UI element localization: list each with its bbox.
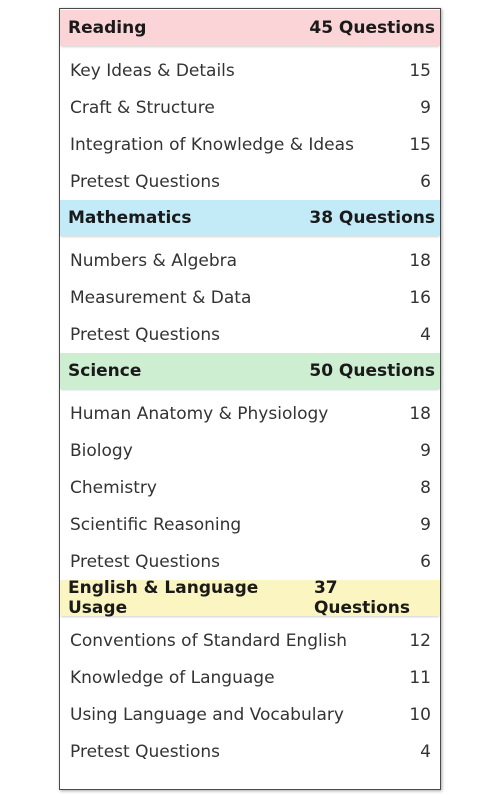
- item-count: 12: [409, 630, 431, 651]
- list-item: [60, 242, 440, 279]
- item-count: 9: [420, 514, 431, 535]
- item-count: 4: [420, 324, 431, 345]
- item-label: Key Ideas & Details: [70, 60, 235, 81]
- list-item: [60, 316, 440, 353]
- item-label: Craft & Structure: [70, 97, 215, 118]
- section-header-mathematics: [60, 200, 440, 236]
- item-count: 16: [409, 287, 431, 308]
- item-count: 10: [409, 704, 431, 725]
- list-item: [60, 659, 440, 696]
- section-header-english: [60, 580, 440, 616]
- item-count: 4: [420, 741, 431, 762]
- list-item: [60, 126, 440, 163]
- item-label: Integration of Knowledge & Ideas: [70, 134, 354, 155]
- item-label: Knowledge of Language: [70, 667, 275, 688]
- item-count: 6: [420, 171, 431, 192]
- test-breakdown-card: [59, 8, 441, 790]
- list-item: [60, 52, 440, 89]
- section-reading: [60, 10, 440, 200]
- section-science: [60, 353, 440, 580]
- list-item: [60, 432, 440, 469]
- list-item: [60, 89, 440, 126]
- item-count: 15: [409, 60, 431, 81]
- section-title: Science: [68, 361, 142, 381]
- section-title: Reading: [68, 18, 147, 38]
- section-header-reading: [60, 10, 440, 46]
- list-item: [60, 733, 440, 770]
- item-count: 18: [409, 403, 431, 424]
- item-label: Numbers & Algebra: [70, 250, 238, 271]
- item-label: Measurement & Data: [70, 287, 252, 308]
- list-item: [60, 543, 440, 580]
- list-item: [60, 163, 440, 200]
- section-total: 38 Questions: [309, 208, 435, 228]
- section-english-language-usage: [60, 580, 440, 770]
- list-item: [60, 279, 440, 316]
- item-label: Pretest Questions: [70, 551, 220, 572]
- list-item: [60, 469, 440, 506]
- item-label: Using Language and Vocabulary: [70, 704, 344, 725]
- section-total: 45 Questions: [309, 18, 435, 38]
- item-count: 11: [409, 667, 431, 688]
- section-mathematics: [60, 200, 440, 353]
- item-count: 9: [420, 97, 431, 118]
- item-label: Scientific Reasoning: [70, 514, 242, 535]
- section-header-science: [60, 353, 440, 389]
- list-item: [60, 506, 440, 543]
- item-count: 18: [409, 250, 431, 271]
- item-count: 15: [409, 134, 431, 155]
- section-total: 50 Questions: [309, 361, 435, 381]
- section-title: Mathematics: [68, 208, 192, 228]
- item-label: Human Anatomy & Physiology: [70, 403, 329, 424]
- item-count: 9: [420, 440, 431, 461]
- item-label: Pretest Questions: [70, 324, 220, 345]
- list-item: [60, 622, 440, 659]
- item-label: Pretest Questions: [70, 171, 220, 192]
- section-title: English & Language Usage: [68, 578, 259, 618]
- item-label: Biology: [70, 440, 133, 461]
- list-item: [60, 395, 440, 432]
- item-label: Chemistry: [70, 477, 157, 498]
- item-count: 6: [420, 551, 431, 572]
- item-count: 8: [420, 477, 431, 498]
- section-total: 37 Questions: [313, 578, 411, 618]
- list-item: [60, 696, 440, 733]
- item-label: Pretest Questions: [70, 741, 220, 762]
- item-label: Conventions of Standard English: [70, 630, 348, 651]
